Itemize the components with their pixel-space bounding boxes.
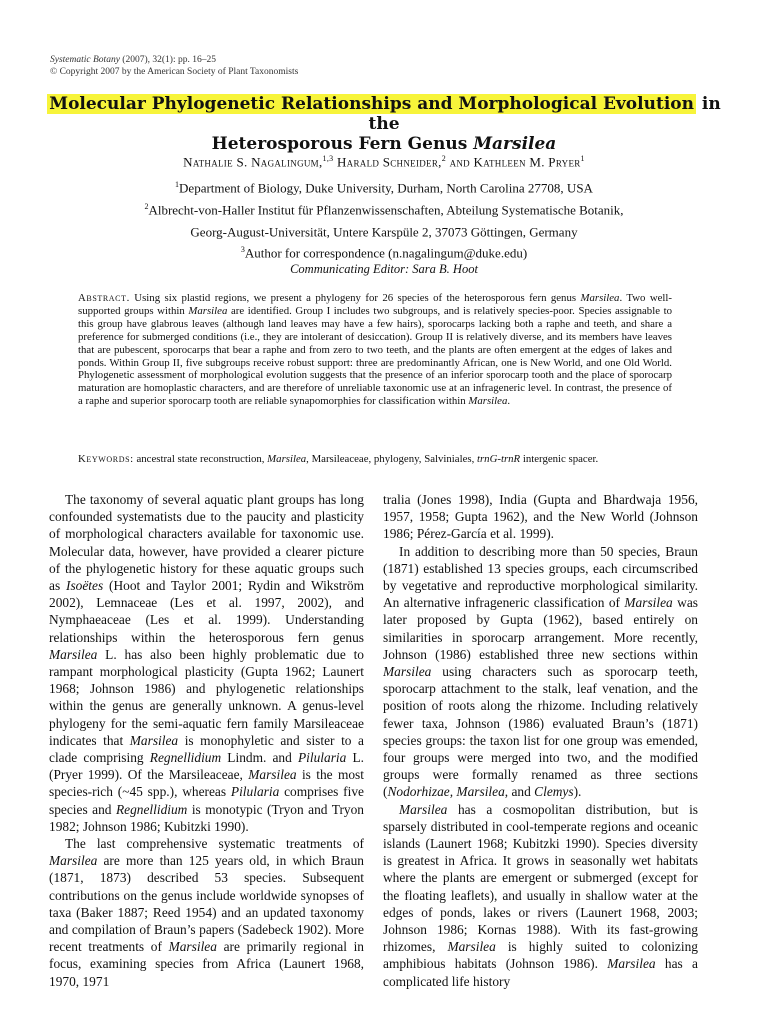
taxon-name: Pilularia — [297, 750, 347, 766]
affiliation-sup: 2 — [144, 201, 149, 211]
author-1-sup: 1,3 — [322, 154, 334, 163]
taxon-name: Regnellidium — [149, 750, 222, 766]
keywords-label: Keywords: — [78, 453, 134, 465]
keywords-text: , Marsileaceae, phylogeny, Salviniales, — [306, 453, 477, 465]
left-column — [49, 491, 364, 1024]
author-list — [30, 151, 738, 170]
author-1: Nathalie S. Nagalingum, — [183, 154, 323, 170]
genus-name: Marsilea — [468, 395, 508, 408]
paragraph: tralia (Jones 1998), India (Gupta and Bhardwaja 1956, 1957, 1958; Gupta 1962), and the New World (Johnson 1986; Pérez-García et al. 1999). — [383, 492, 698, 542]
genus-name: Marsilea — [267, 453, 307, 465]
article-title — [30, 94, 738, 154]
paragraph — [49, 491, 364, 835]
keywords-text: intergenic spacer. — [520, 453, 599, 465]
taxon-name: Regnellidium — [115, 801, 188, 817]
text-run: (Hoot and Taylor 2001; Rydin and Wikström 2002), Lemnaceae (Les et al. 1997, 2002), and Nymphaeaceae (Les et al. 1999). Understanding relationships within the heterosporous fern genus — [49, 578, 364, 645]
author-and: and — [446, 154, 474, 170]
text-run: has a cosmopolitan distribution, but is sparsely distributed in cool-temperate regions and oceanic islands (Launert 1968; Kubitzki 1990). Species diversity is greatest in Africa. It grows in seasonally wet habitats where the plants are emergent or submerged (except for the floating leaflets), and usually in shallow water at the edges of ponds, lakes or rivers (Launert 1968, 2003; Johnson 1986; Kornas 1988). With its fast-growing rhizomes, — [383, 801, 698, 955]
author-3-sup: 1 — [580, 154, 585, 163]
text-run: Lindm. and — [221, 750, 298, 766]
text-run: has a complicated life history — [383, 956, 698, 989]
genus-name: Marsilea — [580, 292, 620, 304]
taxon-name: Marsilea — [49, 853, 98, 869]
text-run: is the most species-rich (~45 spp.), whereas — [49, 767, 364, 800]
abstract-text: . Two well-supported groups within — [78, 292, 673, 317]
text-run: is monotypic (Tryon and Tryon 1982; Johnson 1986; Kubitzki 1990). — [49, 801, 364, 834]
text-run: The taxonomy of several aquatic plant groups has long confounded systematists due to the paucity and plasticity of morphological characters available for taxonomic use. Molecular data, however, have provided a clearer picture of the phylogenetic history for these aquatic groups such as — [49, 492, 364, 594]
text-run: ). — [573, 784, 582, 800]
taxon-name: Nodorhizae, Marsilea — [387, 784, 505, 800]
abstract — [78, 292, 672, 408]
taxon-name: Clemys — [534, 784, 574, 800]
taxon-name: Marsilea — [129, 732, 179, 748]
affiliation-text: Department of Biology, Duke University, Durham, North Carolina 27708, USA — [179, 180, 593, 196]
text-run: In addition to describing more than 50 species, Braun (1871) established 13 species groups, each circumscribed by vegetative and reproductive morphological similarity. An alternative infrageneric classification of — [383, 543, 698, 611]
keywords — [78, 452, 672, 467]
title-rest: in the — [368, 94, 721, 134]
taxon-name: Marsilea — [607, 956, 656, 972]
abstract-text: Using six plastid regions, we present a phylogeny for 26 species of the heterosporous fern genus — [129, 292, 581, 304]
abstract-text: . — [507, 395, 511, 408]
affiliation-text: Albrecht-von-Haller Institut für Pflanzenwissenschaften, Abteilung Systematische Botanik, — [148, 202, 624, 218]
text-run: The last comprehensive systematic treatments of — [65, 836, 364, 852]
volume-info: (2007), 32(1): pp. 16–25 — [119, 55, 216, 65]
text-run: , and — [504, 784, 535, 800]
taxon-name: Marsilea — [248, 767, 297, 783]
affiliation-sup: 3 — [240, 245, 245, 255]
affiliation — [30, 241, 738, 263]
affiliation — [30, 176, 738, 198]
text-run: was later proposed by Gupta (1962), based entirely on similarities in sporocarp arrangement. More recently, Johnson (1986) established three new sections within — [383, 595, 698, 662]
keyword-term: trnG-trnR — [476, 453, 521, 465]
title-line2: Heterosporous Fern Genus — [211, 134, 474, 154]
affiliation-text: Author for correspondence (n.nagalingum@duke.edu) — [244, 245, 528, 261]
taxon-name: Marsilea — [399, 801, 448, 817]
text-run: using characters such as sporocarp teeth, sporocarp attachment to the stalk, leaf venation, and the position of roots along the rhizome. Including relatively fewer taxa, Johnson (1986) evaluated Braun’s (1871) species groups: the taxon list for one group was emended, four groups were merged into two, and the modified groups were formally renamed as three sections ( — [383, 664, 698, 800]
taxon-name: Marsilea — [49, 646, 98, 662]
abstract-text: are identified. Group I includes two subgroups, and is relatively species-poor. Species assignable to this group have glabrous leaves (although land leaves may have a few hairs), sporocarps lacking both a raphe and teeth, and share a preference for submerged conditions (i.e., they are intolerant of desiccation). Group II is relatively diverse, and its members have leaves that are pubescent, sporocarps that bear a raphe and from zero to two teeth, and the plants are often emergent at the edges of lakes and ponds. Within Group II, five subgroups receive robust support: three are predominantly African, one is New World, and one Old World. Phylogenetic assessment of morphological evolution suggests that the presence of an inferior sporocarp tooth and the place of sporocarp maturation are homoplastic characters, and are therefore of unreliable taxonomic use at an infrageneric level. In contrast, the presence of a raphe and superior sporocarp tooth are reliable synapomorphies for classification within — [78, 304, 672, 408]
paragraph — [383, 801, 698, 990]
taxon-name: Isoëtes — [66, 578, 104, 594]
paragraph — [383, 543, 698, 801]
affiliation — [30, 220, 738, 242]
right-column — [383, 491, 698, 1024]
text-run: are more than 125 years old, in which Braun (1871, 1873) described 53 species. Subsequent contributions on the genus include worldwide synopses of taxa (Baker 1887; Reed 1954) and an updated taxonomy and compilation of Braun’s papers (Sadebeck 1902). More recent treatments of — [49, 853, 364, 955]
title-genus: Marsilea — [473, 134, 557, 154]
taxon-name: Marsilea — [383, 664, 432, 680]
affiliation — [30, 198, 738, 220]
text-run: is monophyletic and sister to a clade comprising — [49, 732, 364, 766]
text-run: comprises five species and — [49, 784, 364, 817]
paragraph — [49, 835, 364, 990]
journal-name: Systematic Botany — [50, 55, 120, 65]
copyright: © Copyright 2007 by the American Society of Plant Taxonomists — [50, 67, 299, 77]
highlighted-title: Molecular Phylogenetic Relationships and Morphological Evolution — [49, 94, 694, 114]
taxon-name: Marsilea — [624, 595, 673, 611]
abstract-label: Abstract. — [78, 292, 130, 304]
genus-name: Marsilea — [188, 304, 228, 317]
citation — [50, 54, 298, 78]
author-2-sup: 2 — [441, 154, 447, 163]
affiliations — [30, 176, 738, 263]
keywords-text: ancestral state reconstruction, — [133, 453, 268, 465]
text-run: L. (Pryer 1999). Of the Marsileaceae, — [49, 750, 364, 783]
text-run: are primarily regional in focus, examining species from Africa (Launert 1968, 1970, 1971 — [49, 939, 364, 989]
author-2: Harald Schneider, — [333, 154, 442, 170]
taxon-name: Pilularia — [230, 784, 280, 800]
taxon-name: Marsilea — [168, 939, 217, 955]
author-3: Kathleen M. Pryer — [473, 154, 581, 170]
affiliation-text: Georg-August-Universität, Untere Karspüle 2, 37073 Göttingen, Germany — [190, 223, 578, 239]
text-run: is highly suited to colonizing amphibious habitats (Johnson 1986). — [383, 939, 698, 972]
communicating-editor: Communicating Editor: Sara B. Hoot — [290, 262, 478, 276]
text-run: L. has also been highly problematic due to rampant morphological plasticity (Gupta 1962; Launert 1968; Johnson 1986) and phylogenetic relationships within the genus are generally unknown. A genus-level phylogeny for the semi-aquatic fern family Marsileaceae indicates that — [49, 646, 364, 748]
affiliation-sup: 1 — [175, 180, 180, 189]
taxon-name: Marsilea — [447, 939, 496, 955]
